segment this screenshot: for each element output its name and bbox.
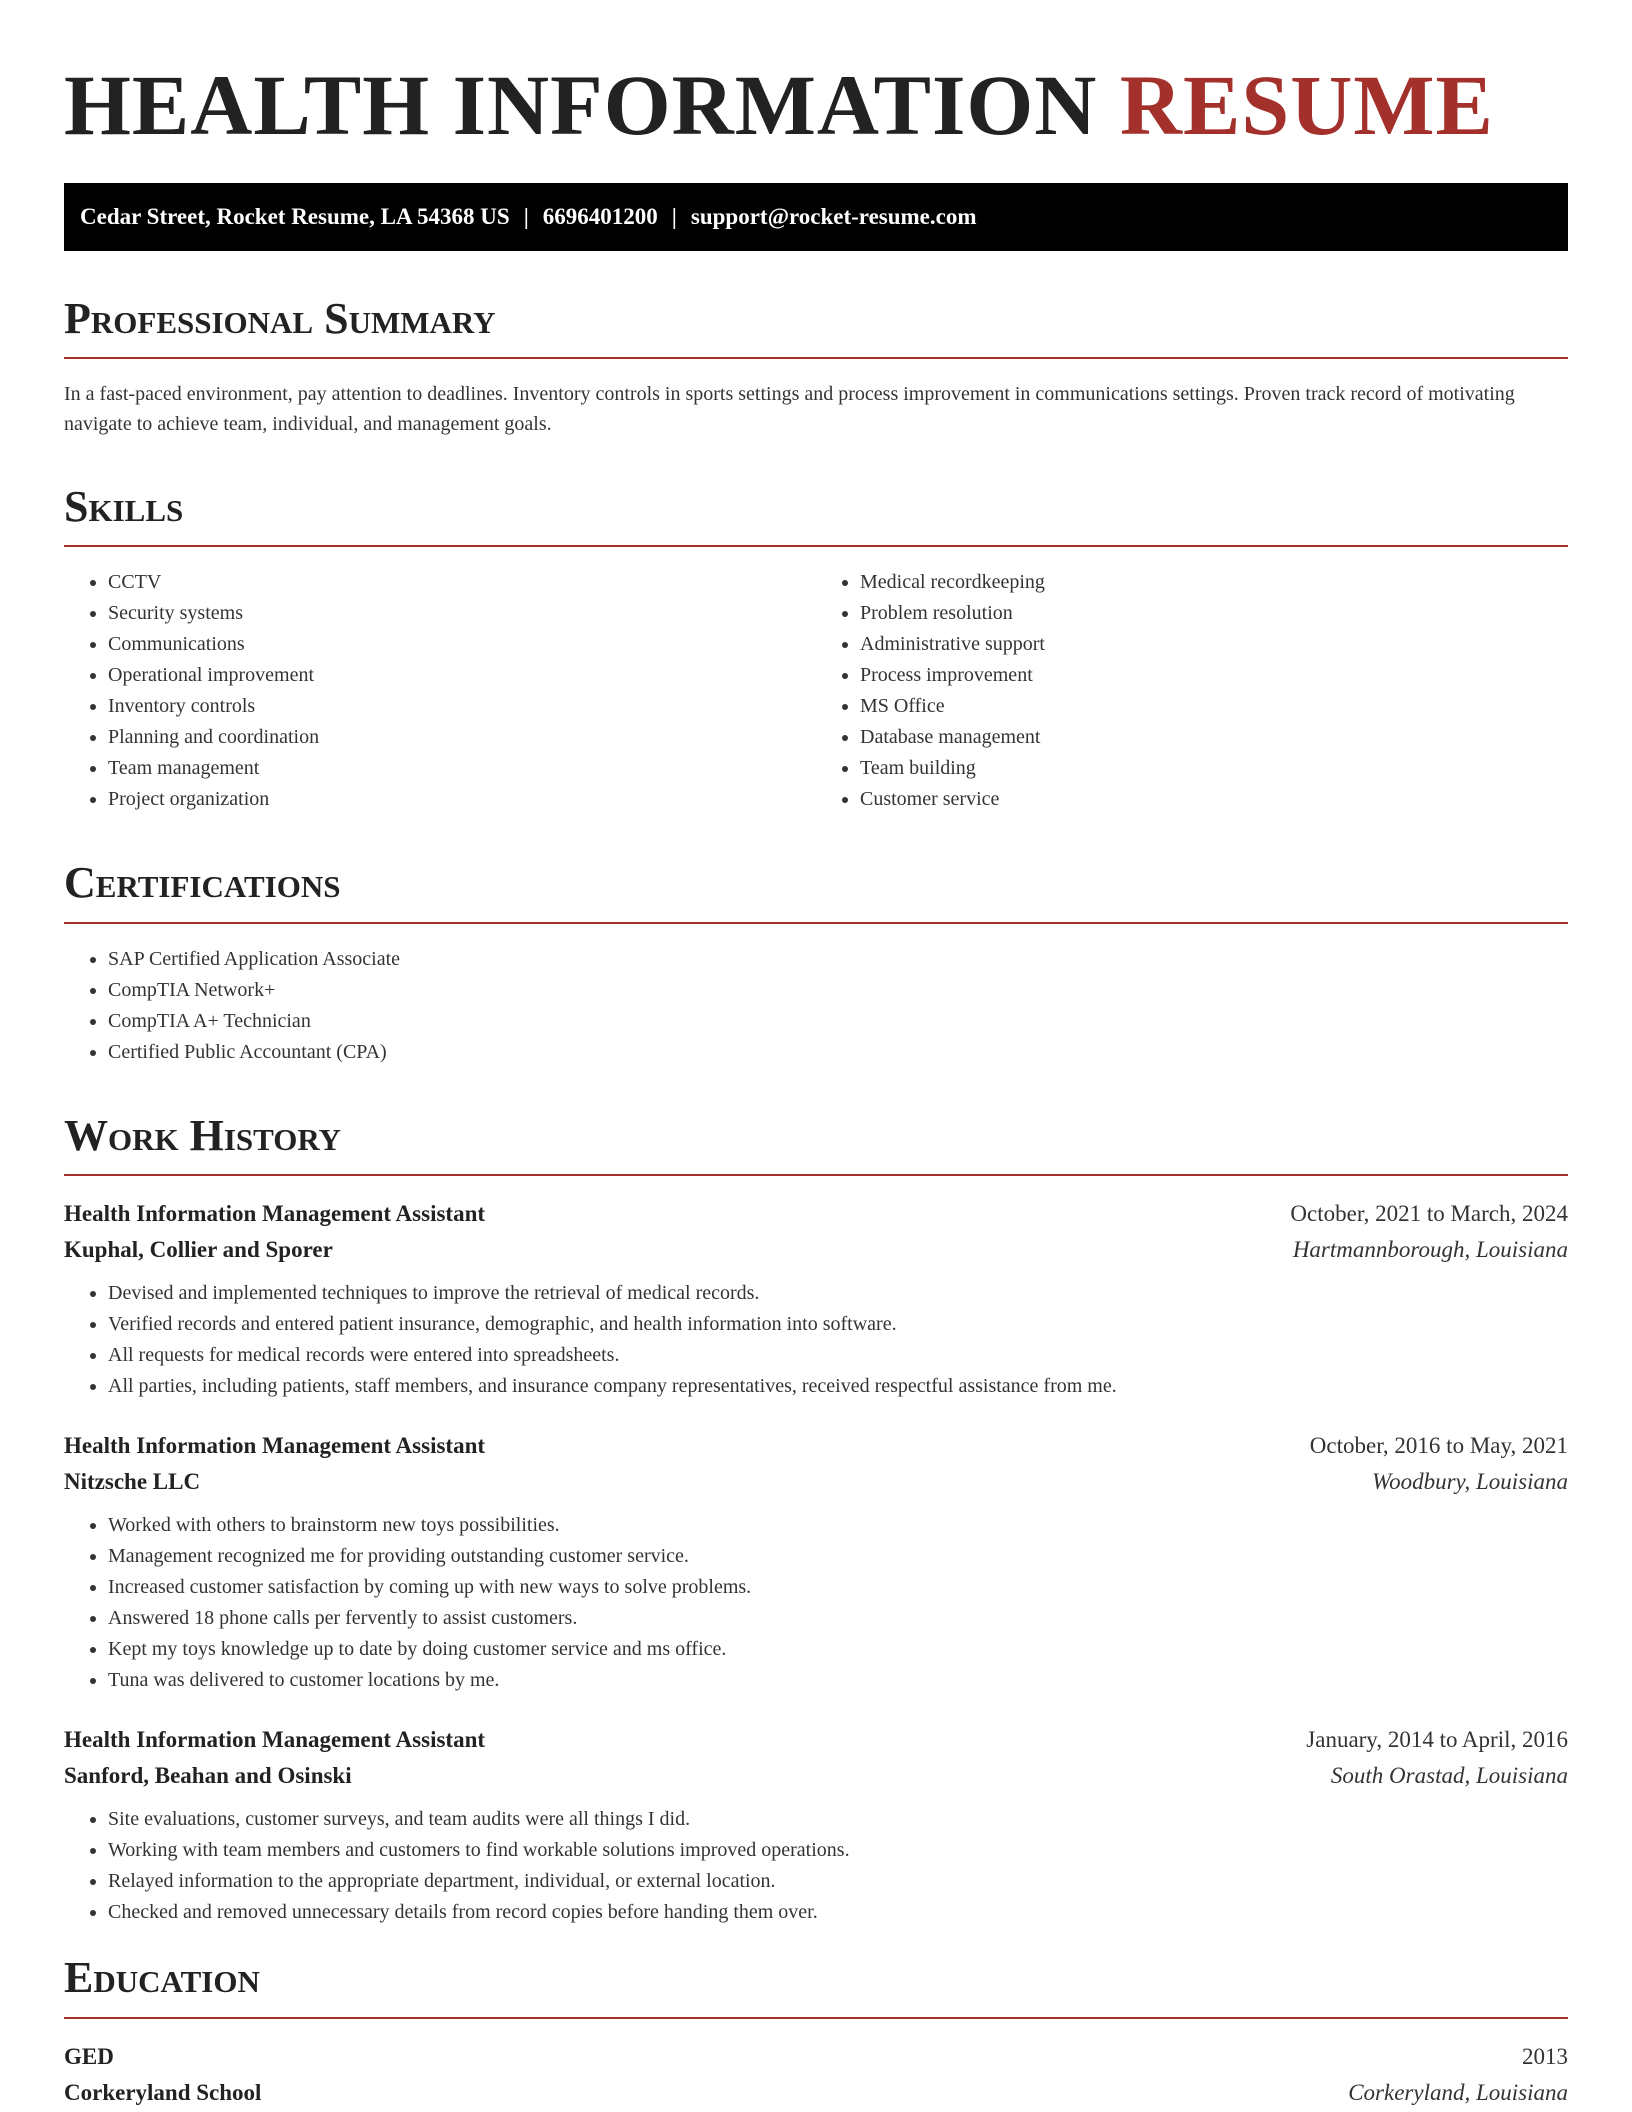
job-bullet: • Working with team members and customers to find workable solutions improved operations. <box>108 1835 1568 1866</box>
skill-item: • CCTV <box>108 567 816 598</box>
education-school: Corkeryland School <box>64 2079 262 2105</box>
section-divider <box>64 357 1568 359</box>
job-dates: October, 2016 to May, 2021 <box>1309 1433 1568 1459</box>
job-entry <box>64 1428 1568 1696</box>
job-bullet: • Worked with others to brainstorm new toys possibilities. <box>108 1510 1568 1541</box>
skill-item: • Database management <box>860 722 1568 753</box>
job-header <box>64 1722 1568 1758</box>
job-entry <box>64 1196 1568 1402</box>
skill-item: • Customer service <box>860 784 1568 815</box>
job-bullets <box>64 1804 1568 1928</box>
certifications-list <box>64 944 1568 1068</box>
job-title: Health Information Management Assistant <box>64 1727 486 1753</box>
job-bullet: • Relayed information to the appropriate department, individual, or external location. <box>108 1866 1568 1897</box>
education-degree: GED <box>64 2043 114 2069</box>
skill-item: • Team management <box>108 753 816 784</box>
certification-item: • Certified Public Accountant (CPA) <box>108 1037 1568 1068</box>
job-bullet: • Checked and removed unnecessary details from record copies before handing them over. <box>108 1897 1568 1928</box>
job-bullets <box>64 1278 1568 1402</box>
contact-address: Cedar Street, Rocket Resume, LA 54368 US <box>80 203 510 229</box>
certification-item: • SAP Certified Application Associate <box>108 944 1568 975</box>
job-entry <box>64 1722 1568 1928</box>
education-subheader <box>64 2075 1568 2111</box>
contact-separator: | <box>671 203 677 229</box>
job-dates: January, 2014 to April, 2016 <box>1306 1727 1568 1753</box>
job-bullet: • Verified records and entered patient insurance, demographic, and health information into software. <box>108 1309 1568 1340</box>
skills-column-right <box>816 567 1568 815</box>
education-year: 2013 <box>1522 2043 1568 2069</box>
title-accent: RESUME <box>1119 57 1494 153</box>
job-subheader <box>64 1232 1568 1268</box>
job-header <box>64 1428 1568 1464</box>
resume-title <box>64 58 1568 153</box>
skills-column-left <box>64 567 816 815</box>
contact-bar <box>64 183 1568 251</box>
contact-email: support@rocket-resume.com <box>690 203 977 229</box>
section-title: Skills <box>64 481 184 531</box>
job-bullet: • Management recognized me for providing outstanding customer service. <box>108 1541 1568 1572</box>
contact-phone: 6696401200 <box>542 203 658 229</box>
job-title: Health Information Management Assistant <box>64 1433 486 1459</box>
job-title: Health Information Management Assistant <box>64 1201 486 1227</box>
section-title: Certifications <box>64 858 341 908</box>
skill-item: • Administrative support <box>860 629 1568 660</box>
skill-item: • Communications <box>108 629 816 660</box>
summary-section <box>64 295 1568 439</box>
skills-grid <box>64 567 1568 815</box>
job-company: Sanford, Beahan and Osinski <box>64 1763 352 1789</box>
section-divider <box>64 545 1568 547</box>
summary-text: In a fast-paced environment, pay attention to deadlines. Inventory controls in sports settings and process improvement in communications settings. Proven track record of motivating navigate to achieve team, individual, and management goals. <box>64 382 1515 435</box>
contact-separator: | <box>523 203 529 229</box>
section-title: Professional Summary <box>64 293 496 343</box>
job-subheader <box>64 1464 1568 1500</box>
skill-item: • Process improvement <box>860 660 1568 691</box>
section-divider <box>64 1174 1568 1176</box>
skill-item: • Medical recordkeeping <box>860 567 1568 598</box>
section-title: Work History <box>64 1110 342 1160</box>
job-location: Hartmannborough, Louisiana <box>1292 1237 1568 1263</box>
certification-item: • CompTIA Network+ <box>108 975 1568 1006</box>
job-company: Kuphal, Collier and Sporer <box>64 1237 333 1263</box>
skill-item: • MS Office <box>860 691 1568 722</box>
job-subheader <box>64 1758 1568 1794</box>
title-main: HEALTH INFORMATION <box>64 57 1120 153</box>
education-location: Corkeryland, Louisiana <box>1348 2079 1568 2105</box>
section-divider <box>64 922 1568 924</box>
job-bullet: • Kept my toys knowledge up to date by doing customer service and ms office. <box>108 1634 1568 1665</box>
section-title: Education <box>64 1953 260 2003</box>
skills-list <box>64 567 816 815</box>
job-location: South Orastad, Louisiana <box>1330 1763 1568 1789</box>
job-bullets <box>64 1510 1568 1696</box>
skills-section <box>64 483 1568 815</box>
job-bullet: • All parties, including patients, staff members, and insurance company representatives, received respectful assistance from me. <box>108 1371 1568 1402</box>
education-header <box>64 2039 1568 2075</box>
section-divider <box>64 2017 1568 2019</box>
job-bullet: • Answered 18 phone calls per fervently to assist customers. <box>108 1603 1568 1634</box>
job-bullet: • Tuna was delivered to customer locations by me. <box>108 1665 1568 1696</box>
certifications-section <box>64 859 1568 1067</box>
job-company: Nitzsche LLC <box>64 1469 201 1495</box>
job-bullet: • All requests for medical records were entered into spreadsheets. <box>108 1340 1568 1371</box>
job-bullet: • Increased customer satisfaction by coming up with new ways to solve problems. <box>108 1572 1568 1603</box>
job-bullet: • Devised and implemented techniques to improve the retrieval of medical records. <box>108 1278 1568 1309</box>
education-section <box>64 1954 1568 2110</box>
skill-item: • Problem resolution <box>860 598 1568 629</box>
job-bullet: • Site evaluations, customer surveys, and team audits were all things I did. <box>108 1804 1568 1835</box>
skill-item: • Project organization <box>108 784 816 815</box>
job-location: Woodbury, Louisiana <box>1372 1469 1568 1495</box>
skill-item: • Security systems <box>108 598 816 629</box>
job-dates: October, 2021 to March, 2024 <box>1290 1201 1568 1227</box>
skills-list <box>816 567 1568 815</box>
skill-item: • Planning and coordination <box>108 722 816 753</box>
skill-item: • Inventory controls <box>108 691 816 722</box>
work-history-section <box>64 1112 1568 1928</box>
skill-item: • Operational improvement <box>108 660 816 691</box>
skill-item: • Team building <box>860 753 1568 784</box>
certification-item: • CompTIA A+ Technician <box>108 1006 1568 1037</box>
job-header <box>64 1196 1568 1232</box>
